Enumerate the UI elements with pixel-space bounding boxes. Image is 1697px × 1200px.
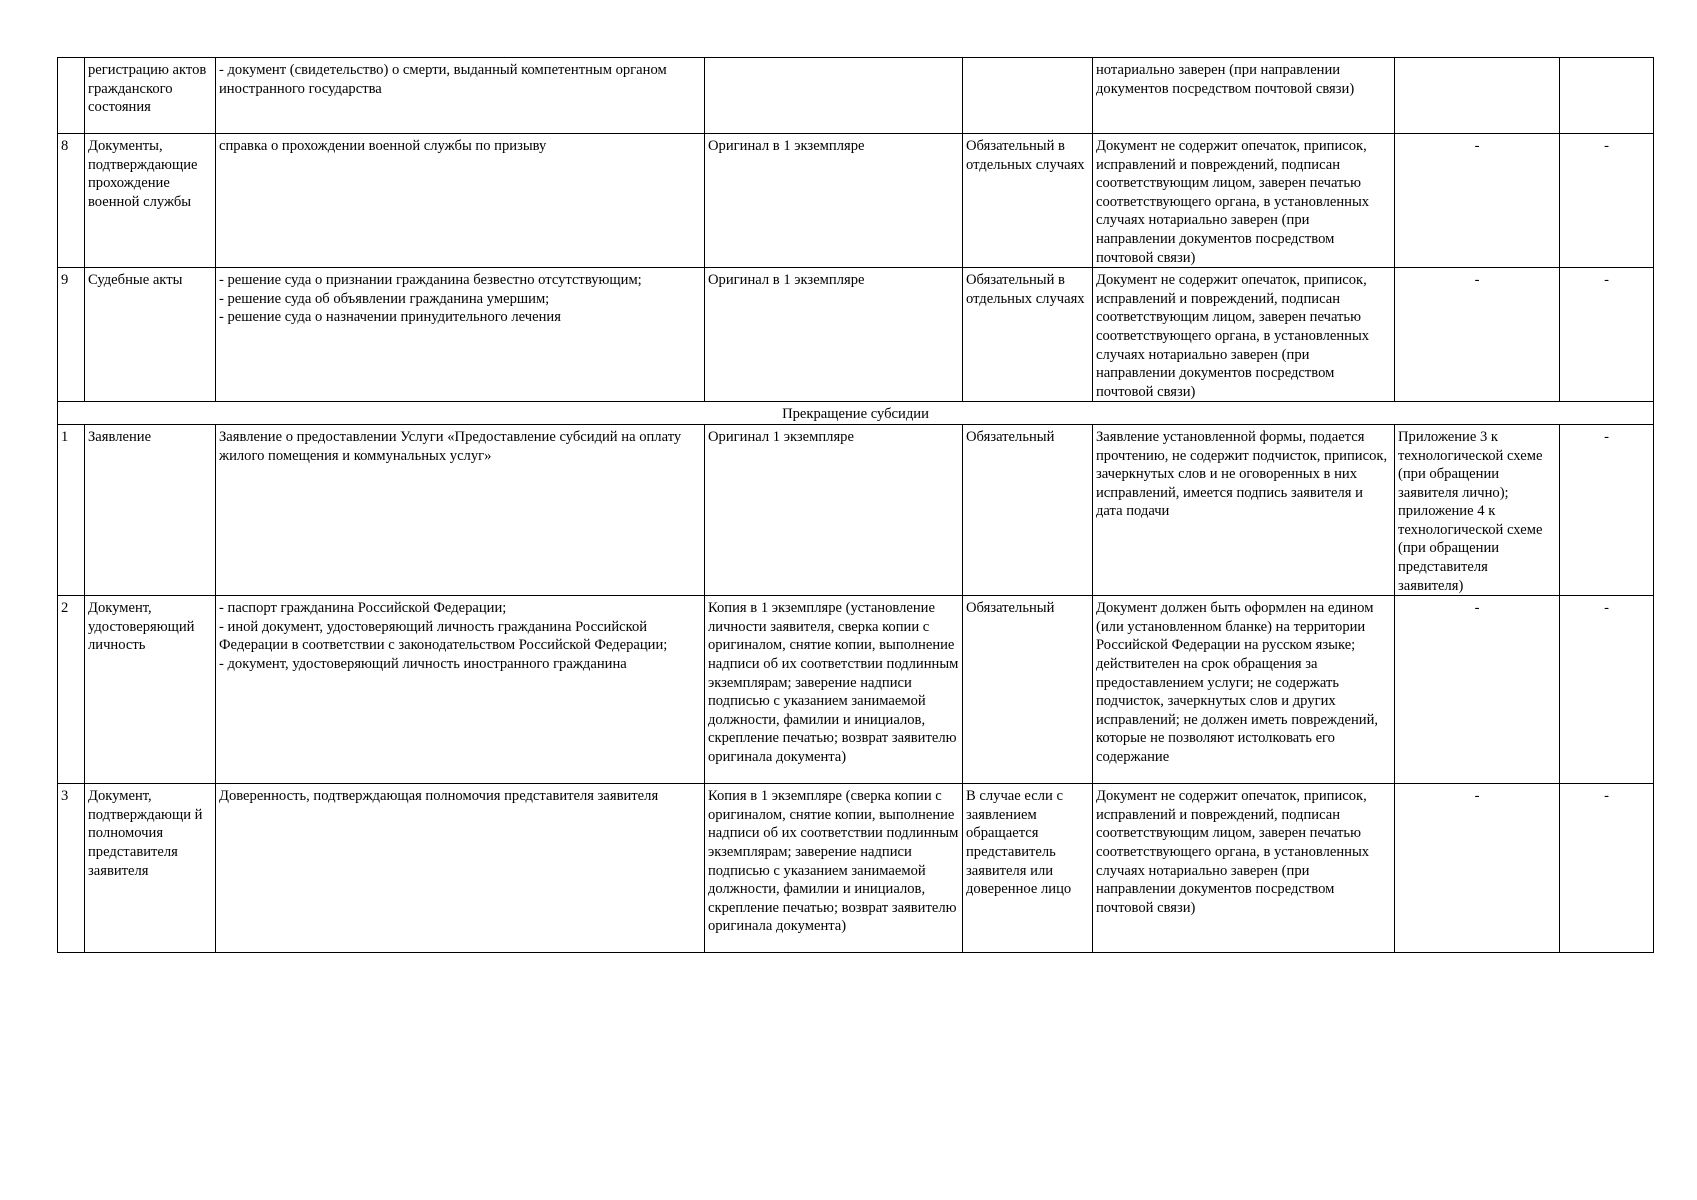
section-title: Прекращение субсидии (58, 402, 1654, 425)
table-row (58, 268, 1654, 402)
table-row (58, 784, 1654, 953)
document-name: справка о прохождении военной службы по призыву (219, 138, 547, 154)
document-condition: Обязательный в отдельных случаях (963, 134, 1093, 268)
document-requirements: Документ не содержит опечаток, приписок, исправлений и повреждений, подписан соответствующим лицом, заверен печатью соответствующего органа, в установленных случаях нотариально заверен (при направлении документов посредством почтовой связи) (1093, 784, 1395, 953)
document-form: Копия в 1 экземпляре (установление личности заявителя, сверка копии с оригиналом, снятие копии, выполнение надписи об их соответствии подлинным экземплярам; заверение надписи подписью с указанием занимаемой должности, фамилии и инициалов, скрепление печатью; возврат заявителю оригинала документа) (705, 596, 963, 784)
form-sample: - (1395, 784, 1560, 953)
document-name: - решение суда о назначении принудительного лечения (219, 309, 561, 326)
document-name: - документ (свидетельство) о смерти, выданный компетентным органом иностранного государства (219, 62, 667, 97)
form-sample: - (1395, 134, 1560, 268)
document-form: Оригинал в 1 экземпляре (705, 134, 963, 268)
section-row (58, 402, 1654, 425)
row-number: 2 (58, 596, 85, 784)
document-form: Оригинал в 1 экземпляре (705, 268, 963, 402)
table-row (58, 58, 1654, 134)
document-names (216, 134, 705, 268)
form-sample: - (1395, 596, 1560, 784)
document-category: Судебные акты (85, 268, 216, 402)
document-names (216, 596, 705, 784)
document-category: Документы, подтверждающие прохождение военной службы (85, 134, 216, 268)
document-condition (963, 58, 1093, 134)
document-category: Документ, удостоверяющий личность (85, 596, 216, 784)
document-name: - решение суда об объявлении гражданина умершим; (219, 290, 550, 307)
sample: - (1560, 424, 1654, 595)
document-requirements: нотариально заверен (при направлении документов посредством почтовой связи) (1093, 58, 1395, 134)
document-name: Заявление о предоставлении Услуги «Предоставление субсидий на оплату жилого помещения и коммунальных услуг» (219, 428, 682, 464)
table-row (58, 596, 1654, 784)
document-requirements: Документ не содержит опечаток, приписок, исправлений и повреждений, подписан соответствующим лицом, заверен печатью соответствующего органа, в установленных случаях нотариально заверен (при направлении документов посредством почтовой связи) (1093, 268, 1395, 402)
document-category: Документ, подтверждающи й полномочия представителя заявителя (85, 784, 216, 953)
document-name: - решение суда о признании гражданина безвестно отсутствующим; (219, 272, 642, 289)
sample: - (1560, 596, 1654, 784)
document-requirements: Документ должен быть оформлен на едином (или установленном бланке) на территории Российской Федерации на русском языке; действителен на срок обращения за предоставлением услуги; не содержать подчисток, зачеркнутых слов и других исправлений; не должен иметь повреждений, которые не позволяют истолковать его содержание (1093, 596, 1395, 784)
document-form (705, 58, 963, 134)
document-names (216, 424, 705, 595)
document-form: Копия в 1 экземпляре (сверка копии с оригиналом, снятие копии, выполнение надписи об их соответствии подлинным экземплярам; заверение надписи подписью с указанием занимаемой должности, фамилии и инициалов, скрепление печатью; возврат заявителю оригинала документа) (705, 784, 963, 953)
document-names (216, 268, 705, 402)
row-number: 3 (58, 784, 85, 953)
document-name: - документ, удостоверяющий личность иностранного гражданина (219, 656, 627, 673)
document-name: - иной документ, удостоверяющий личность гражданина Российской Федерации в соответствии с законодательством Российской Федерации; (219, 618, 668, 654)
document-names (216, 784, 705, 953)
table-row (58, 134, 1654, 268)
form-sample (1395, 58, 1560, 134)
table-row (58, 424, 1654, 595)
document-condition: В случае если с заявлением обращается представитель заявителя или доверенное лицо (963, 784, 1093, 953)
document-requirements: Заявление установленной формы, подается прочтению, не содержит подчисток, приписок, зачеркнутых слов и не оговоренных в них исправлений, имеется подпись заявителя и дата подачи (1093, 424, 1395, 595)
row-number: 9 (58, 268, 85, 402)
sample (1560, 58, 1654, 134)
sample: - (1560, 784, 1654, 953)
document-category: регистрацию актов гражданского состояния (85, 58, 216, 134)
document-condition: Обязательный (963, 596, 1093, 784)
documents-table (57, 57, 1654, 953)
document-form: Оригинал 1 экземпляре (705, 424, 963, 595)
document-condition: Обязательный (963, 424, 1093, 595)
document-names (216, 58, 705, 134)
form-sample: Приложение 3 к технологической схеме (при обращении заявителя лично); приложение 4 к технологической схеме (при обращении представителя заявителя) (1395, 424, 1560, 595)
document-category: Заявление (85, 424, 216, 595)
row-number (58, 58, 85, 134)
sample: - (1560, 134, 1654, 268)
document-condition: Обязательный в отдельных случаях (963, 268, 1093, 402)
sample: - (1560, 268, 1654, 402)
document-requirements: Документ не содержит опечаток, приписок, исправлений и повреждений, подписан соответствующим лицом, заверен печатью соответствующего органа, в установленных случаях нотариально заверен (при направлении документов посредством почтовой связи) (1093, 134, 1395, 268)
document-name: - паспорт гражданина Российской Федерации; (219, 600, 507, 617)
form-sample: - (1395, 268, 1560, 402)
document-name: Доверенность, подтверждающая полномочия представителя заявителя (219, 788, 659, 805)
row-number: 8 (58, 134, 85, 268)
row-number: 1 (58, 424, 85, 595)
